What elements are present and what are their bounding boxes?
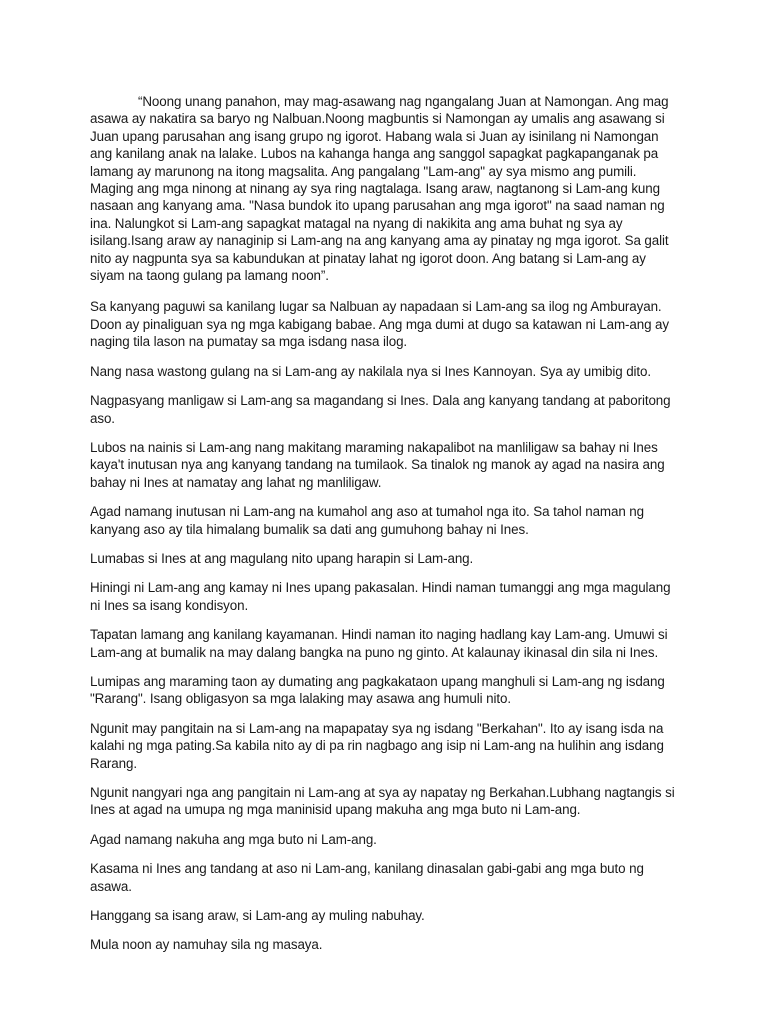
paragraph-6: Agad namang inutusan ni Lam-ang na kumahol ang aso at tumahol nga ito. Sa tahol naman ng kanyang aso ay tila himalang bumalik sa dati ang gumuhong bahay ni Ines. [90, 504, 644, 537]
paragraph-15: Hanggang sa isang araw, si Lam-ang ay muling nabuhay. [90, 908, 425, 924]
paragraph-10: Lumipas ang maraming taon ay dumating ang pagkakataon upang manghuli si Lam-ang ng isdang "Rarang". Isang obligasyon sa mga lalaking may asawa ang humuli nito. [90, 673, 665, 707]
document-page [90, 93, 680, 966]
paragraph-13: Agad namang nakuha ang mga buto ni Lam-ang. [90, 831, 377, 847]
paragraph-5: Lubos na nainis si Lam-ang nang makitang maraming nakapalibot na manliligaw sa bahay ni Ines kaya't inutusan nya ang kanyang tandang na tumilaok. Sa tinalok ng manok ay agad na nasira ang bahay ni Ines at namatay ang lahat ng manliligaw. [90, 439, 665, 490]
paragraph-14: Kasama ni Ines ang tandang at aso ni Lam-ang, kanilang dinasalan gabi-gabi ang mga buto ng asawa. [90, 861, 644, 894]
paragraph-3: Nang nasa wastong gulang na si Lam-ang ay nakilala nya si Ines Kannoyan. Sya ay umibig dito. [90, 363, 652, 379]
paragraph-7: Lumabas si Ines at ang magulang nito upang harapin si Lam-ang. [90, 550, 474, 566]
paragraph-1: “Noong unang panahon, may mag-asawang nag ngangalang Juan at Namongan. Ang mag asawa ay nakatira sa baryo ng Nalbuan.Noong magbuntis si Namongan ay umalis ang asawang si Juan upang parusahan ang isang grupo ng igorot. Habang wala si Juan ay isinilang ni Namongan ang kanilang anak na lalake. Lubos na kahanga hanga ang sanggol sapagkat pagkapanganak pa lamang ay marunong na itong magsalita. Ang pangalang "Lam-ang" ay sya mismo ang pumili. Maging ang mga ninong at ninang ay sya ring nagtalaga. Isang araw, nagtanong si Lam-ang kung nasaan ang kanyang ama. "Nasa bundok ito upang parusahan ang mga igorot" na saad naman ng ina. Nalungkot si Lam-ang sapagkat matagal na nyang di nakikita ang ama buhat ng sya ay isilang.Isang araw ay nanaginip si Lam-ang na ang kanyang ama ay pinatay ng mga igorot. Sa galit nito ay nagpunta sya sa kabundukan at pinatay lahat ng igorot doon. Ang batang si Lam-ang ay siyam na taong gulang pa lamang noon”. [90, 94, 669, 284]
paragraph-8: Hiningi ni Lam-ang ang kamay ni Ines upang pakasalan. Hindi naman tumanggi ang mga magulang ni Ines sa isang kondisyon. [90, 580, 671, 613]
paragraph-9: Tapatan lamang ang kanilang kayamanan. Hindi naman ito naging hadlang kay Lam-ang. Umuwi si Lam-ang at bumalik na may dalang bangka na puno ng ginto. At kalaunay ikinasal din sila ni Ines. [90, 627, 668, 660]
paragraph-11: Ngunit may pangitain na si Lam-ang na mapapatay sya ng isdang "Berkahan". Ito ay isang isda na kalahi ng mga pating.Sa kabila nito ay di pa rin nagbago ang isip ni Lam-ang na hulihin ang isdang Rarang. [90, 720, 664, 771]
paragraph-4: Nagpasyang manligaw si Lam-ang sa magandang si Ines. Dala ang kanyang tandang at paboritong aso. [90, 393, 671, 426]
paragraph-2: Sa kanyang paguwi sa kanilang lugar sa Nalbuan ay napadaan si Lam-ang sa ilog ng Amburayan. Doon ay pinaliguan sya ng mga kabigang babae. Ang mga dumi at dugo sa katawan ni Lam-ang ay naging tila lason na pumatay sa mga isdang nasa ilog. [90, 299, 669, 350]
paragraph-12: Ngunit nangyari nga ang pangitain ni Lam-ang at sya ay napatay ng Berkahan.Lubhang nagtangis si Ines at agad na umupa ng mga maninisid upang makuha ang mga buto ni Lam-ang. [90, 785, 675, 818]
paragraph-16: Mula noon ay namuhay sila ng masaya. [90, 937, 323, 953]
